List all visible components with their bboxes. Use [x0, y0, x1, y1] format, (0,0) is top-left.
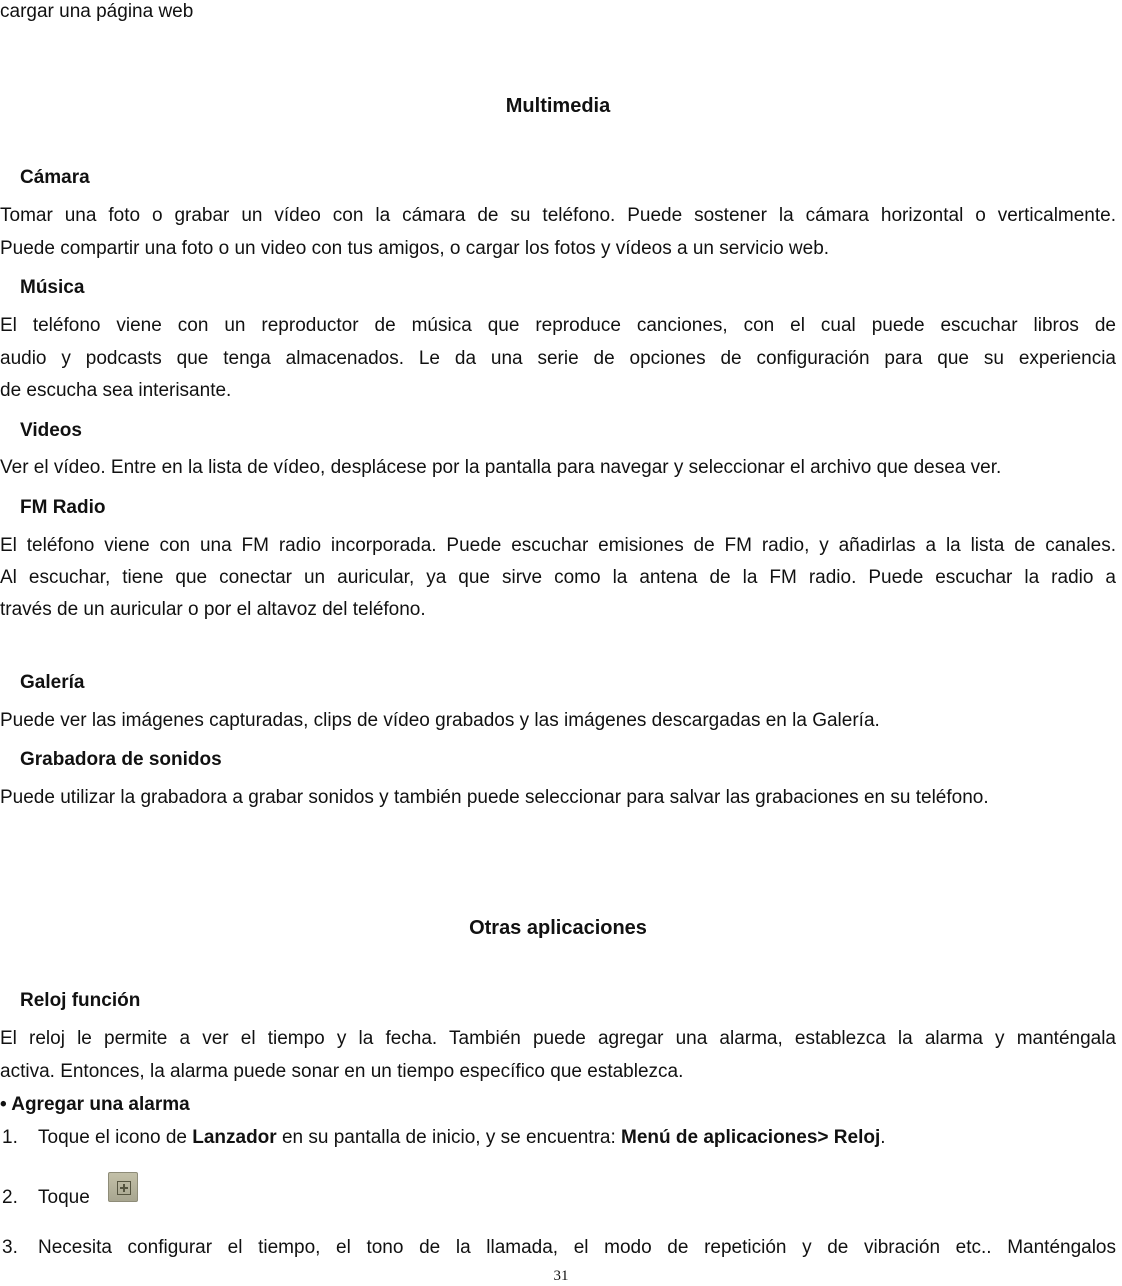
heading-fm-radio: FM Radio: [20, 497, 106, 518]
step-1-menu-path: Menú de aplicaciones> Reloj: [621, 1127, 881, 1148]
step-1-text: [38, 1126, 886, 1150]
step-1-text-middle: en su pantalla de inicio, y se encuentra:: [276, 1127, 622, 1148]
step-number: 2.: [2, 1187, 18, 1208]
continued-text: cargar una página web: [0, 1, 194, 22]
step-2-text: Toque: [38, 1187, 90, 1208]
page-number: 31: [553, 1268, 569, 1284]
heading-recorder: Grabadora de sonidos: [20, 749, 222, 770]
heading-videos: Videos: [20, 420, 82, 441]
heading-music: Música: [20, 277, 85, 298]
heading-clock: Reloj función: [20, 990, 141, 1011]
fm-radio-text-line: través de un auricular o por el altavoz del teléfono.: [0, 599, 426, 620]
subheading-add-alarm: • Agregar una alarma: [0, 1094, 190, 1115]
camera-text-line: Puede compartir una foto o un video con tus amigos, o cargar los fotos y vídeos a un servicio web.: [0, 238, 830, 259]
recorder-text-line: Puede utilizar la grabadora a grabar sonidos y también puede seleccionar para salvar las grabaciones en su teléfono.: [0, 787, 989, 808]
heading-gallery: Galería: [20, 672, 85, 693]
fm-radio-text-line: El teléfono viene con una FM radio incorporada. Puede escuchar emisiones de FM radio, y añadirlas a la lista de canales.: [0, 535, 1116, 556]
music-text-line: de escucha sea interisante.: [0, 380, 232, 401]
step-number: 3.: [2, 1237, 18, 1258]
step-1-launcher: Lanzador: [192, 1127, 277, 1148]
step-1-text-before: Toque el icono de: [38, 1127, 193, 1148]
step-1-text-after: .: [880, 1127, 886, 1148]
step-number: 1.: [2, 1127, 18, 1148]
music-text-line: audio y podcasts que tenga almacenados. Le da una serie de opciones de configuración para que su experiencia: [0, 348, 1116, 369]
gallery-text-line: Puede ver las imágenes capturadas, clips de vídeo grabados y las imágenes descargadas en la Galería.: [0, 710, 880, 731]
plus-box-icon: [117, 1181, 131, 1195]
music-text-line: El teléfono viene con un reproductor de música que reproduce canciones, con el cual puede escuchar libros de: [0, 315, 1116, 336]
videos-text-line: Ver el vídeo. Entre en la lista de vídeo, desplácese por la pantalla para navegar y seleccionar el archivo que desea ver.: [0, 457, 1002, 478]
fm-radio-text-line: Al escuchar, tiene que conectar un auricular, ya que sirve como la antena de la FM radio. Puede escuchar la radio a: [0, 567, 1116, 588]
camera-text-line: Tomar una foto o grabar un vídeo con la cámara de su teléfono. Puede sostener la cámara horizontal o verticalmente.: [0, 205, 1116, 226]
heading-camera: Cámara: [20, 167, 90, 188]
step-3-text: Necesita configurar el tiempo, el tono de la llamada, el modo de repetición y de vibración etc.. Manténgalos: [38, 1237, 1116, 1258]
clock-text-line: activa. Entonces, la alarma puede sonar en un tiempo específico que establezca.: [0, 1061, 684, 1082]
clock-text-line: El reloj le permite a ver el tiempo y la fecha. También puede agregar una alarma, establezca la alarma y manténgala: [0, 1028, 1116, 1049]
section-title-other-apps: Otras aplicaciones: [469, 917, 647, 939]
section-title-multimedia: Multimedia: [505, 95, 611, 117]
add-alarm-icon: [108, 1172, 138, 1202]
